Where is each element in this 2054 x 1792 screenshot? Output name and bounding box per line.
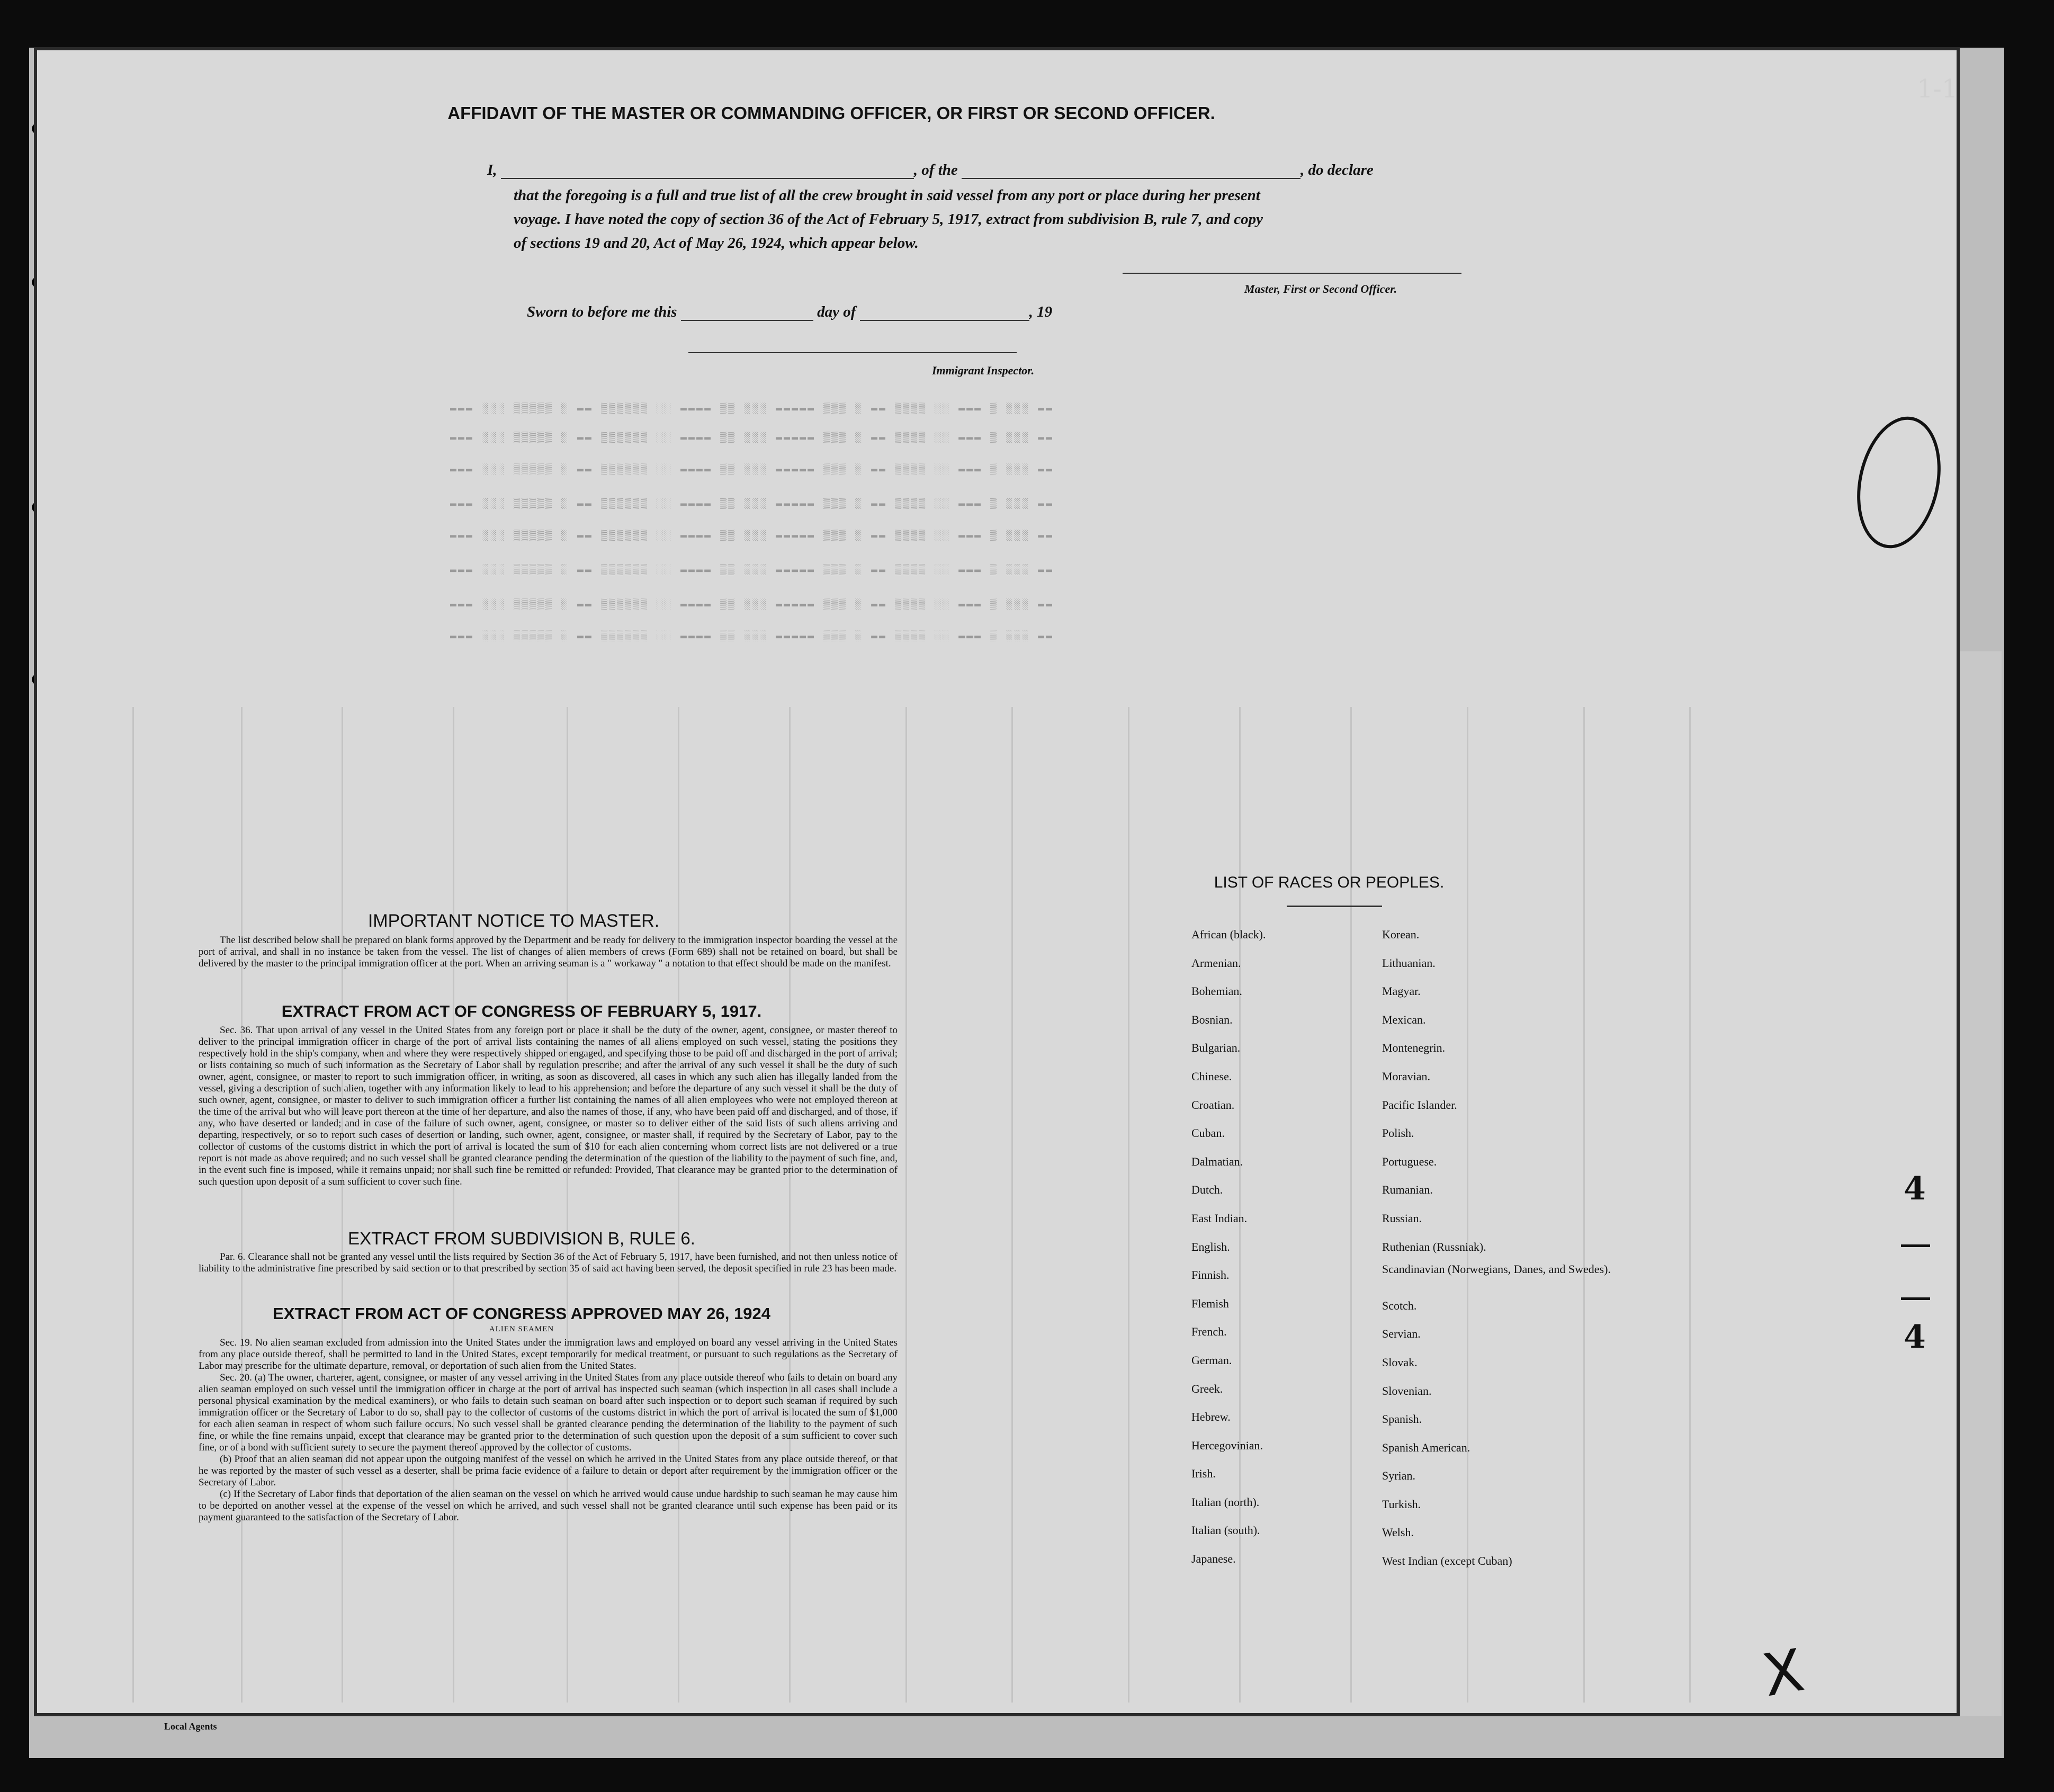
race-item: Flemish (1191, 1296, 1229, 1310)
sworn-label: Sworn to before me this (527, 303, 677, 320)
race-item: Croatian. (1191, 1098, 1235, 1112)
bleed-through-line (678, 707, 679, 1703)
race-item: Chinese. (1191, 1069, 1232, 1083)
manifest-page (37, 50, 1957, 1732)
margin-number: 4 (1904, 1170, 1926, 1207)
sec-20a-text: Sec. 20. (a) The owner, charterer, agent, consignee, or master of any vessel arriving in the United States from any place outside thereof who fails to detain on board any alien seaman employed on such vessel until the immigration officer in charge at the port of arrival has inspected such seaman (which inspection in all cases shall include a personal physical examination by the medical examiners), or who fails to detain such seaman on board after such inspection or to deport such seaman if required by such immigration officer or the Secretary of Labor to do so, shall pay to the collector of customs of the customs district in which the port of arrival is located the sum of $1,000 for each alien seaman in respect of whom such failure occurs. No such vessel shall be granted clearance pending the determination of the liability to the payment of such fine, or while the fine remains unpaid, except that clearance may be granted prior to the determination of such question upon the deposit of a sum sufficient to cover such fine, or of a bond with sufficient surety to secure the payment thereof approved by the collector of customs. (199, 1372, 898, 1453)
race-item: Bohemian. (1191, 984, 1242, 998)
race-item: Dalmatian. (1191, 1154, 1243, 1168)
race-item: Pacific Islander. (1382, 1098, 1457, 1112)
extract-1924-subheading: ALIEN SEAMEN (489, 1325, 554, 1333)
race-item: Spanish American. (1382, 1440, 1470, 1454)
subdiv-b-body: Par. 6. Clearance shall not be granted any vessel until the lists required by Section 36 of the Act of February 5, 1917, have been furnished, and not then unless notice of liability to the administrative fine prescribed by said section or to that prescribed by section 35 of said act having been served, the deposit specified in rule 23 has been made. (199, 1251, 898, 1274)
race-item: Slovak. (1382, 1355, 1418, 1369)
race-item: Scandinavian (Norwegians, Danes, and Swedes). (1382, 1262, 1611, 1276)
race-item: Mexican. (1382, 1013, 1426, 1026)
race-item: Turkish. (1382, 1497, 1421, 1511)
race-item: Dutch. (1191, 1183, 1223, 1197)
bleed-through-row: ▬▬▬ ░░░ ▒▒▒▒▒ ░ ▬▬ ▒▒▒▒▒▒ ░░ ▬▬▬▬ ▒▒ ░░░ ▬▬▬▬▬ ▒▒▒ ░ ▬▬ ▒▒▒▒ ░░ ▬▬▬ ▒ ░░░ ▬▬ (450, 432, 1054, 444)
extract-1917-heading: EXTRACT FROM ACT OF CONGRESS OF FEBRUARY 5, 1917. (281, 1002, 762, 1020)
race-item: Welsh. (1382, 1526, 1414, 1539)
race-item: Japanese. (1191, 1552, 1236, 1566)
races-heading-rule (1287, 906, 1382, 907)
bleed-through-line (905, 707, 907, 1703)
race-item: Greek. (1191, 1382, 1223, 1395)
handwritten-x-mark: X (1757, 1636, 1809, 1710)
affidavit-i-label: I, (487, 162, 497, 178)
race-item: Magyar. (1382, 984, 1421, 998)
race-item: Hebrew. (1191, 1410, 1231, 1424)
race-item: Bosnian. (1191, 1013, 1233, 1026)
race-item: Syrian. (1382, 1469, 1415, 1483)
bleed-through-line (789, 707, 791, 1703)
bleed-through-line (1689, 707, 1691, 1703)
race-item: Slovenian. (1382, 1384, 1432, 1397)
inspector-label: Immigrant Inspector. (932, 364, 1035, 377)
extract-1917-body (199, 1025, 898, 1188)
race-item: Bulgarian. (1191, 1041, 1241, 1055)
affidavit-declare-line (487, 162, 1520, 179)
race-item: Ruthenian (Russniak). (1382, 1240, 1486, 1253)
race-item: Korean. (1382, 928, 1420, 941)
races-right-column (1382, 920, 1631, 1575)
race-item: Moravian. (1382, 1069, 1431, 1083)
race-item: Irish. (1191, 1467, 1216, 1481)
sec-20b-text: (b) Proof that an alien seaman did not appear upon the outgoing manifest of the vessel on which he arrived in the United States from any place outside thereof, or that he was reported by the master of such vessel as a deserter, shall be prima facie evidence of a failure to detain or deport after requirement by the immigration officer or the Secretary of Labor. (199, 1454, 898, 1488)
sec-19-text: Sec. 19. No alien seaman excluded from admission into the United States under the immigration laws and employed on board any vessel arriving in the United States from any place outside thereof, shall be permitted to land in the United States, except temporarily for medical treatment, or pursuant to such regulations as the Secretary of Labor may prescribe for the ultimate departure, removal, or deportation of such alien from the United States. (199, 1337, 898, 1372)
race-item: Scotch. (1382, 1298, 1417, 1312)
bleed-through-row: ▬▬▬ ░░░ ▒▒▒▒▒ ░ ▬▬ ▒▒▒▒▒▒ ░░ ▬▬▬▬ ▒▒ ░░░ ▬▬▬▬▬ ▒▒▒ ░ ▬▬ ▒▒▒▒ ░░ ▬▬▬ ▒ ░░░ ▬▬ (450, 402, 1054, 415)
bleed-through-row: ▬▬▬ ░░░ ▒▒▒▒▒ ░ ▬▬ ▒▒▒▒▒▒ ░░ ▬▬▬▬ ▒▒ ░░░ ▬▬▬▬▬ ▒▒▒ ░ ▬▬ ▒▒▒▒ ░░ ▬▬▬ ▒ ░░░ ▬▬ (450, 564, 1054, 576)
race-item: Cuban. (1191, 1126, 1225, 1140)
races-left-column (1191, 920, 1366, 1573)
bleed-through-line (241, 707, 243, 1703)
local-agents-label: Local Agents (164, 1721, 217, 1732)
bleed-through-row: ▬▬▬ ░░░ ▒▒▒▒▒ ░ ▬▬ ▒▒▒▒▒▒ ░░ ▬▬▬▬ ▒▒ ░░░ ▬▬▬▬▬ ▒▒▒ ░ ▬▬ ▒▒▒▒ ░░ ▬▬▬ ▒ ░░░ ▬▬ (450, 630, 1054, 642)
race-item: Lithuanian. (1382, 956, 1436, 970)
race-item: Polish. (1382, 1126, 1414, 1140)
notice-body: The list described below shall be prepared on blank forms approved by the Department and be ready for delivery to the immigration inspector boarding the vessel at the port of arrival, and shall in no instance be taken from the vessel. The list of changes of alien members of crews (Form 689) shall not be retained on board, but shall be delivered by the master to the principal immigration officer at the port. When an arriving seaman is a " workaway " a notation to that effect should be made on the manifest. (199, 935, 898, 969)
race-item: Russian. (1382, 1211, 1422, 1225)
race-item: German. (1191, 1353, 1232, 1367)
race-item: English. (1191, 1240, 1230, 1253)
affidavit-line-3: of sections 19 and 20, Act of May 26, 1924, which appear below. (514, 235, 919, 252)
year-label: , 19 (1029, 303, 1053, 320)
notice-heading: IMPORTANT NOTICE TO MASTER. (367, 911, 660, 931)
race-item: Montenegrin. (1382, 1041, 1446, 1055)
bleed-through-line (342, 707, 343, 1703)
bleed-through-line (453, 707, 454, 1703)
master-signature-line[interactable] (1123, 273, 1461, 274)
affidavit-line-2: voyage. I have noted the copy of section 36 of the Act of February 5, 1917, extract from subdivision B, rule 7, and copy (514, 211, 1263, 228)
race-item: Rumanian. (1382, 1183, 1433, 1197)
inspector-signature-line[interactable] (688, 352, 1017, 353)
subdiv-b-heading: EXTRACT FROM SUBDIVISION B, RULE 6. (348, 1229, 695, 1248)
race-item: West Indian (except Cuban) (1382, 1554, 1512, 1568)
sworn-month-field[interactable] (860, 304, 1029, 321)
race-item: Italian (north). (1191, 1495, 1260, 1509)
race-item: Finnish. (1191, 1268, 1230, 1282)
bleed-through-line (567, 707, 568, 1703)
race-item: Italian (south). (1191, 1524, 1260, 1537)
race-item: African (black). (1191, 928, 1266, 941)
extract-1924-heading: EXTRACT FROM ACT OF CONGRESS APPROVED MAY 26, 1924 (273, 1304, 770, 1323)
race-item: Hercegovinian. (1191, 1438, 1263, 1452)
extract-1924-body (199, 1337, 898, 1524)
race-item: East Indian. (1191, 1211, 1248, 1225)
bleed-through-row: ▬▬▬ ░░░ ▒▒▒▒▒ ░ ▬▬ ▒▒▒▒▒▒ ░░ ▬▬▬▬ ▒▒ ░░░ ▬▬▬▬▬ ▒▒▒ ░ ▬▬ ▒▒▒▒ ░░ ▬▬▬ ▒ ░░░ ▬▬ (450, 598, 1054, 611)
race-item: French. (1191, 1325, 1227, 1339)
sworn-line (527, 303, 1052, 321)
bleed-through-line (1011, 707, 1013, 1703)
margin-number: 4 (1904, 1319, 1926, 1356)
bleed-through-row: ▬▬▬ ░░░ ▒▒▒▒▒ ░ ▬▬ ▒▒▒▒▒▒ ░░ ▬▬▬▬ ▒▒ ░░░ ▬▬▬▬▬ ▒▒▒ ░ ▬▬ ▒▒▒▒ ░░ ▬▬▬ ▒ ░░░ ▬▬ (450, 498, 1054, 510)
margin-tick (1901, 1244, 1930, 1247)
officer-name-field[interactable] (501, 163, 914, 179)
race-item: Servian. (1382, 1327, 1421, 1341)
handwritten-zero-mark (1845, 409, 1952, 556)
extract-1917-sec-label: Sec. 36. (220, 1025, 253, 1036)
extract-1917-text: That upon arrival of any vessel in the United States from any foreign port or place it shall be the duty of the owner, agent, consignee, or master thereof to deliver to the principal immigration officer in charge of the port of arrival lists containing the names of all aliens employed on such vessel, stating the positions they respectively hold in the ship's company, when and where they were respectively shipped or engaged, and specifying those to be paid off and discharged in the port of arrival; or lists containing so much of such information as the Secretary of Labor shall by regulation prescribe; and after the arrival of any such vessel it shall be the duty of such owner, agent, consignee, or master to report to such immigration officer, in writing, as soon as discovered, all cases in which any such alien has illegally landed from the vessel, giving a description of such alien, together with any information likely to lead to his apprehension; and before the departure of any such vessel it shall be the duty of such owner, agent, consignee, or master to deliver to such immigration officer a further list containing the names of all alien employees who were not employed thereon at the time of the arrival but who will leave port thereon at the time of her departure, and also the names of those, if any, who have been paid off and discharged, and of those, if any, who have deserted or landed; and in case of the failure of such owner, agent, consignee, or master so to deliver either of the said lists of such aliens arriving and departing, respectively, or so to report such cases of desertion or landing, such owner, agent, consignee, or master shall, if required by the Secretary of Labor, pay to the collector of customs of the customs district in which the port of arrival is located the sum of $10 for each alien concerning whom correct lists are not delivered or a true report is not made as above required; and no such vessel shall be granted clearance pending the determination of the question of the liability to the payment of such fine, and, in the event such fine is imposed, while it remains unpaid; nor shall such fine be remitted or refunded: Provided, That clearance may be granted prior to the determination of such question upon deposit of a sum sufficient to cover such fine. (199, 1025, 898, 1187)
bleed-through-line (1128, 707, 1129, 1703)
race-item: Armenian. (1191, 956, 1241, 970)
corner-annotation: 1-1 (1917, 74, 1958, 104)
vessel-name-field[interactable] (962, 163, 1300, 179)
affidavit-heading: AFFIDAVIT OF THE MASTER OR COMMANDING OFFICER, OR FIRST OR SECOND OFFICER. (447, 103, 1215, 123)
margin-tick (1901, 1297, 1930, 1300)
bleed-through-row: ▬▬▬ ░░░ ▒▒▒▒▒ ░ ▬▬ ▒▒▒▒▒▒ ░░ ▬▬▬▬ ▒▒ ░░░ ▬▬▬▬▬ ▒▒▒ ░ ▬▬ ▒▒▒▒ ░░ ▬▬▬ ▒ ░░░ ▬▬ (450, 530, 1054, 542)
bleed-through-line (132, 707, 134, 1703)
race-item: Spanish. (1382, 1412, 1422, 1426)
affidavit-do-declare: , do declare (1300, 162, 1374, 178)
race-item: Portuguese. (1382, 1154, 1437, 1168)
day-of-label: day of (817, 303, 856, 320)
master-label: Master, First or Second Officer. (1244, 282, 1397, 295)
affidavit-of-the: , of the (913, 162, 958, 178)
sworn-day-field[interactable] (681, 304, 813, 321)
races-heading: LIST OF RACES OR PEOPLES. (1214, 874, 1445, 891)
bleed-through-row: ▬▬▬ ░░░ ▒▒▒▒▒ ░ ▬▬ ▒▒▒▒▒▒ ░░ ▬▬▬▬ ▒▒ ░░░ ▬▬▬▬▬ ▒▒▒ ░ ▬▬ ▒▒▒▒ ░░ ▬▬▬ ▒ ░░░ ▬▬ (450, 463, 1054, 476)
sec-20c-text: (c) If the Secretary of Labor finds that deportation of the alien seaman on the vessel on which he arrived would cause undue hardship to such seaman he may cause him to be deported on another vessel at the expense of the vessel on which he arrived, and such vessel shall not be granted clearance until such expense has been paid or its payment guaranteed to the satisfaction of the Secretary of Labor. (199, 1489, 898, 1523)
affidavit-line-1: that the foregoing is a full and true list of all the crew brought in said vessel from any port or place during her present (514, 187, 1260, 204)
